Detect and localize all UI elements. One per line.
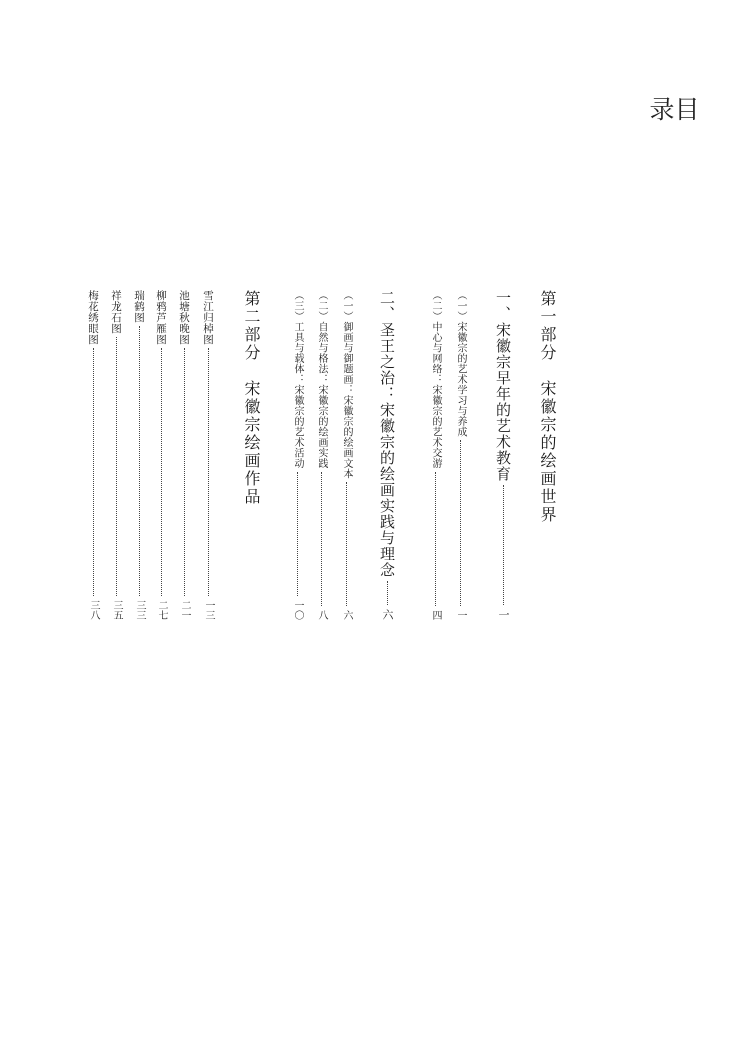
entry-page: 二七 xyxy=(156,600,167,620)
entry-label: （三）工具与载体：宋徽宗的艺术活动 xyxy=(292,290,303,469)
entry-label: 二、圣王之治：宋徽宗的绘画实践与理念 xyxy=(378,290,396,578)
toc-entry[interactable] xyxy=(175,290,193,620)
leader-dots xyxy=(139,326,140,596)
toc-entry[interactable] xyxy=(378,290,396,620)
toc-entry[interactable] xyxy=(426,290,444,620)
leader-dots xyxy=(93,348,94,596)
toc-entry[interactable] xyxy=(451,290,469,620)
entry-label: 一、宋徽宗早年的艺术教育 xyxy=(494,290,512,482)
toc-entry[interactable] xyxy=(130,290,148,620)
leader-dots xyxy=(208,348,209,596)
leader-dots xyxy=(387,581,388,605)
part2-title: 第二部分 宋徽宗绘画作品 xyxy=(242,290,261,506)
leader-dots xyxy=(503,485,504,605)
entry-page: 三五 xyxy=(111,600,122,620)
toc-entry[interactable] xyxy=(199,290,217,620)
entry-label: （一）宋徽宗的艺术学习与养成 xyxy=(455,290,466,437)
entry-page: 一 xyxy=(497,609,510,620)
entry-label: （二）自然与格法：宋徽宗的绘画实践 xyxy=(316,290,327,469)
toc-entry[interactable] xyxy=(107,290,125,620)
toc-title: 目 录 xyxy=(646,96,700,149)
toc-entry[interactable] xyxy=(494,290,512,620)
toc-entry[interactable] xyxy=(312,290,330,620)
leader-dots xyxy=(161,348,162,596)
entry-label: 柳鸦芦雁图 xyxy=(155,290,167,345)
part1-title: 第一部分 宋徽宗的绘画世界 xyxy=(538,290,557,524)
entry-page: 三三 xyxy=(134,600,145,620)
entry-page: 四 xyxy=(430,610,441,620)
entry-label: （一）御画与御题画：宋徽宗的绘画文本 xyxy=(341,290,352,479)
entry-label: 瑞鹤图 xyxy=(133,290,145,323)
entry-page: 六 xyxy=(341,610,352,620)
entry-page: 一 xyxy=(455,610,466,620)
entry-label: 梅花绣眼图 xyxy=(87,290,99,345)
leader-dots xyxy=(297,472,298,597)
toc-entry[interactable] xyxy=(152,290,170,620)
leader-dots xyxy=(184,348,185,596)
leader-dots xyxy=(321,472,322,607)
entry-label: 祥龙石图 xyxy=(110,290,122,334)
entry-page: 八 xyxy=(316,610,327,620)
toc-entry[interactable] xyxy=(288,290,306,620)
entry-page: 一三 xyxy=(203,600,214,620)
entry-page: 二一 xyxy=(179,600,190,620)
entry-page: 三八 xyxy=(88,600,99,620)
leader-dots xyxy=(460,440,461,606)
toc-entry[interactable] xyxy=(337,290,355,620)
entry-page: 一〇 xyxy=(292,600,303,620)
entry-label: 雪江归棹图 xyxy=(202,290,214,345)
entry-label: 池塘秋晚图 xyxy=(178,290,190,345)
leader-dots xyxy=(346,482,347,606)
toc-entry[interactable] xyxy=(84,290,102,620)
leader-dots xyxy=(116,337,117,596)
leader-dots xyxy=(435,472,436,607)
entry-page: 六 xyxy=(381,609,394,620)
entry-label: （二）中心与网络：宋徽宗的艺术交游 xyxy=(430,290,441,469)
